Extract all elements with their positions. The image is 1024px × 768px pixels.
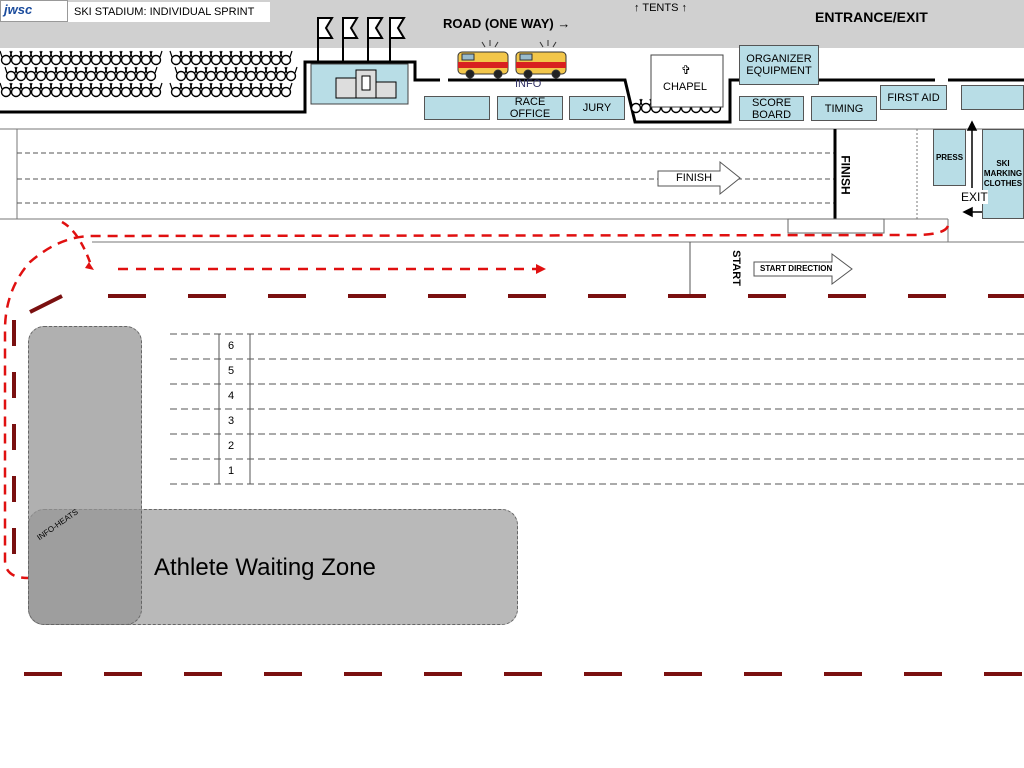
chapel-label: CHAPEL <box>663 81 708 93</box>
entrance-exit-label: ENTRANCE/EXIT <box>815 9 928 25</box>
start-line-label: START <box>729 250 742 286</box>
lane-number: 6 <box>228 340 235 352</box>
press-box: PRESS <box>933 129 966 186</box>
timing-box: TIMING <box>811 96 877 121</box>
tents-label: ↑ TENTS ↑ <box>634 2 687 14</box>
info-label: INFO <box>515 78 542 90</box>
finish-line-label: FINISH <box>838 155 853 195</box>
score-board: SCORE BOARD <box>739 96 804 121</box>
first-aid: FIRST AID <box>880 85 947 110</box>
info-heats-zone <box>28 326 142 625</box>
lane-lines <box>170 334 1024 484</box>
lane-number: 1 <box>228 465 235 477</box>
lane-number: 4 <box>228 390 235 402</box>
start-direction-label: START DIRECTION <box>760 264 833 273</box>
waiting-zone-label: Athlete Waiting Zone <box>154 554 376 581</box>
race-office: RACE OFFICE <box>497 96 563 120</box>
ambulance-icon <box>458 40 508 78</box>
flags-icon <box>318 18 404 62</box>
info-booth <box>424 96 490 120</box>
ambulance-icon-2 <box>516 40 566 78</box>
chapel-cross-icon: ✞ <box>681 63 692 77</box>
exit-label: EXIT <box>961 190 988 204</box>
jury-box: JURY <box>569 96 625 120</box>
lane-number: 5 <box>228 365 235 377</box>
road-label: ROAD (ONE WAY) → <box>443 16 571 31</box>
info-heats-label: INFO-HEATS <box>35 507 80 543</box>
organizer-equipment: ORGANIZER EQUIPMENT <box>739 45 819 85</box>
finish-arrow-label: FINISH <box>676 172 713 184</box>
lane-number: 3 <box>228 415 235 427</box>
logo-text: jwsc <box>4 2 33 17</box>
right-facility <box>961 85 1024 110</box>
page-title: SKI STADIUM: INDIVIDUAL SPRINT <box>74 6 255 18</box>
lane-number: 2 <box>228 440 235 452</box>
ski-marking-box: SKI MARKING CLOTHES <box>982 129 1024 219</box>
